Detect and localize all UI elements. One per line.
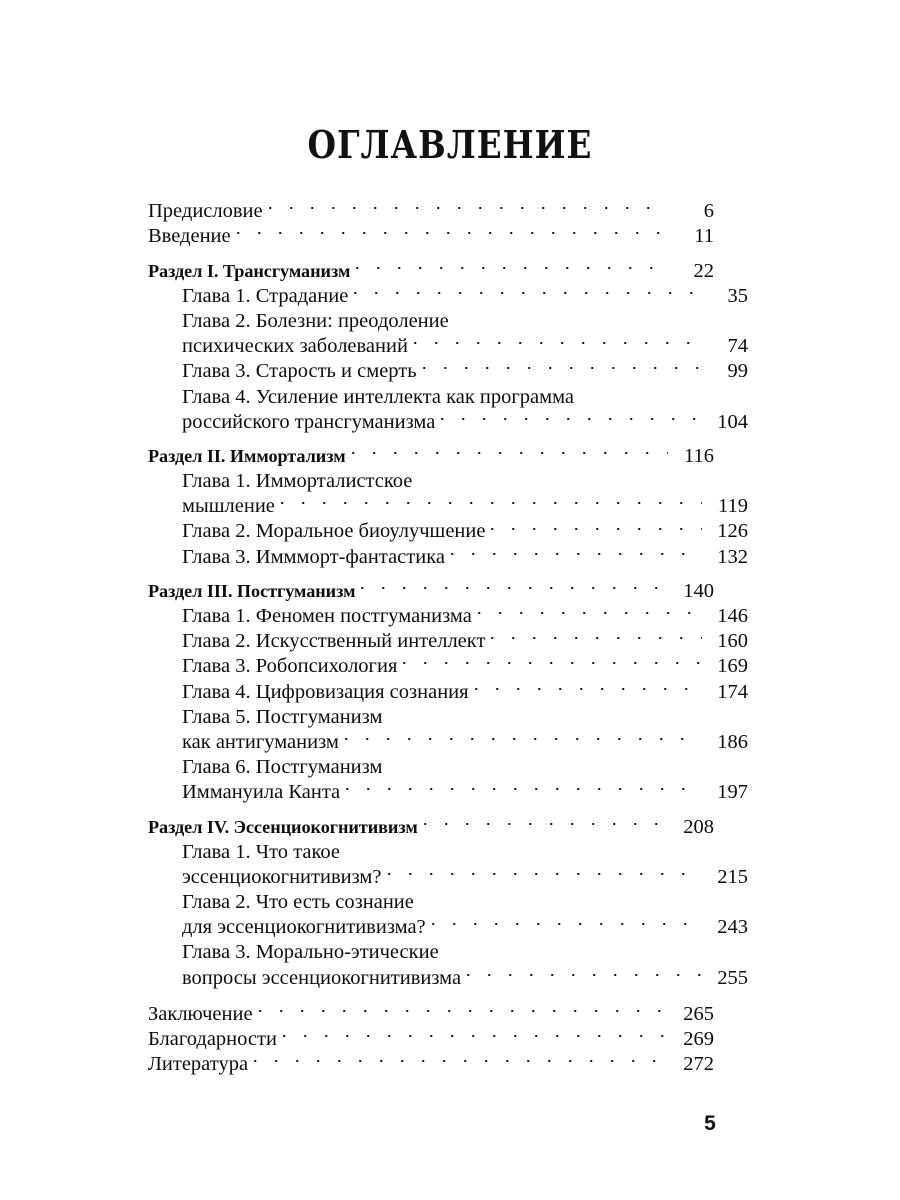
toc-entry-page-number: 116 (684, 444, 714, 467)
dot-leader (451, 537, 702, 562)
toc-entry-label: Глава 6. Постгуманизм (182, 756, 383, 779)
toc-entry-label: для эссенциокогнитивизма? (182, 916, 426, 939)
dot-leader (580, 377, 702, 402)
dot-leader (237, 217, 668, 242)
toc-entry-label: Глава 1. Страдание (182, 284, 349, 307)
toc-entry-page-number: 255 (717, 966, 748, 989)
dot-leader (354, 277, 702, 302)
toc-entry-page-number: 243 (717, 916, 748, 939)
dot-leader (345, 723, 702, 748)
toc-entry-row[interactable] (148, 192, 714, 223)
toc-entry-label: Глава 5. Постгуманизм (182, 705, 383, 728)
dot-leader (445, 933, 702, 958)
toc-entry-label: Иммануила Канта (182, 781, 341, 804)
table-of-contents (148, 192, 748, 1076)
toc-entry-label: Глава 3. Робопсихология (182, 655, 398, 678)
dot-leader (414, 327, 702, 352)
toc-entry-page-number: 269 (683, 1028, 714, 1050)
dot-leader (478, 597, 702, 622)
toc-entry-label: российского трансгуманизма (182, 410, 436, 433)
toc-entry-label: Глава 1. Имморталистское (182, 470, 413, 493)
toc-entry-label: Раздел III. Постгуманизм (148, 580, 356, 601)
dot-leader (491, 622, 702, 647)
toc-entry-label: Глава 1. Феномен постгуманизма (182, 605, 472, 627)
dot-leader (356, 251, 668, 276)
dot-leader (467, 958, 702, 983)
toc-entry-label: Глава 3. Морально-этические (182, 941, 439, 964)
toc-section-row[interactable] (148, 251, 714, 282)
toc-entry-page-number: 215 (717, 865, 748, 888)
toc-entry-page-number: 132 (717, 545, 748, 568)
toc-entry-label: Благодарности (148, 1028, 277, 1050)
dot-leader (352, 437, 668, 462)
dot-leader (346, 773, 702, 798)
toc-entry-row[interactable] (148, 995, 714, 1025)
toc-entry-label: вопросы эссенциокогнитивизма (182, 966, 462, 989)
toc-section-row[interactable] (148, 807, 714, 838)
toc-entry-label: мышление (182, 495, 275, 518)
toc-entry-label: Глава 2. Искусственный интеллект (182, 630, 486, 653)
toc-entry-page-number: 6 (703, 200, 714, 223)
toc-entry-page-number: 197 (717, 781, 748, 804)
toc-entry-page-number: 74 (727, 335, 748, 358)
dot-leader (269, 192, 668, 217)
dot-leader (403, 647, 702, 672)
toc-entry-label: Глава 2. Моральное биоулучшение (182, 520, 486, 543)
toc-entry-label: Глава 4. Цифровизация сознания (182, 680, 469, 703)
dot-leader (259, 995, 668, 1020)
toc-entry-page-number: 140 (683, 579, 714, 602)
dot-leader (491, 512, 702, 537)
toc-entry-page-number: 265 (683, 1002, 714, 1025)
dot-leader (283, 1020, 668, 1045)
dot-leader (420, 883, 702, 908)
toc-entry-label: Раздел IV. Эссенциокогнитивизм (148, 816, 418, 837)
toc-entry-label: Глава 3. Иммморт-фантастика (182, 545, 445, 568)
toc-entry-label: Раздел I. Трансгуманизм (148, 260, 351, 281)
toc-entry-label: Введение (148, 225, 231, 248)
toc-section-row[interactable] (148, 437, 714, 467)
dot-leader (455, 302, 702, 327)
folio-page-number (0, 1112, 900, 1136)
toc-entry-label: Заключение (148, 1002, 253, 1025)
toc-entry-page-number: 35 (727, 284, 748, 307)
toc-entry-page-number: 99 (727, 360, 748, 383)
toc-entry-label: Предисловие (148, 200, 263, 223)
toc-entry-page-number: 104 (717, 410, 748, 433)
dot-leader (346, 833, 702, 858)
toc-entry-page-number: 126 (717, 520, 748, 543)
dot-leader (388, 748, 702, 773)
toc-entry-page-number: 160 (717, 630, 748, 653)
toc-entry-page-number: 272 (683, 1053, 714, 1076)
dot-leader (361, 572, 668, 597)
dot-leader (418, 462, 702, 487)
dot-leader (254, 1045, 668, 1070)
toc-entry-label: психических заболеваний (182, 335, 408, 358)
toc-entry-page-number: 146 (717, 605, 748, 627)
toc-entry-page-number: 174 (717, 680, 748, 703)
dot-leader (475, 672, 702, 697)
toc-entry-label: Литература (148, 1053, 249, 1076)
dot-leader (441, 403, 702, 428)
dot-leader (424, 807, 668, 832)
toc-entry-label: Глава 4. Усиление интеллекта как программа (182, 385, 575, 408)
dot-leader (432, 908, 702, 933)
toc-entry-page-number: 11 (694, 225, 714, 248)
dot-leader (281, 487, 702, 512)
toc-entry-label: эссенциокогнитивизм? (182, 865, 382, 888)
toc-entry-page-number: 169 (717, 655, 748, 678)
toc-entry-page-number: 208 (683, 815, 714, 838)
toc-entry-label: Глава 2. Что есть сознание (182, 891, 414, 914)
toc-entry-label: Глава 2. Болезни: преодоление (182, 309, 449, 332)
toc-entry-label: Глава 1. Что такое (182, 840, 340, 863)
toc-section-row[interactable] (148, 572, 714, 602)
toc-entry-page-number: 186 (717, 730, 748, 753)
toc-entry-label: Раздел II. Иммортализм (148, 445, 346, 466)
dot-leader (388, 698, 702, 723)
dot-leader (388, 858, 703, 883)
dot-leader (423, 352, 702, 377)
toc-entry-page-number: 22 (693, 259, 714, 282)
page-title: ОГЛАВЛЕНИЕ (307, 122, 593, 167)
toc-entry-page-number: 119 (718, 495, 748, 518)
folio-number: 5 (704, 1112, 716, 1135)
toc-entry-label: Глава 3. Старость и смерть (182, 360, 417, 383)
toc-entry-label: как антигуманизм (182, 730, 339, 753)
